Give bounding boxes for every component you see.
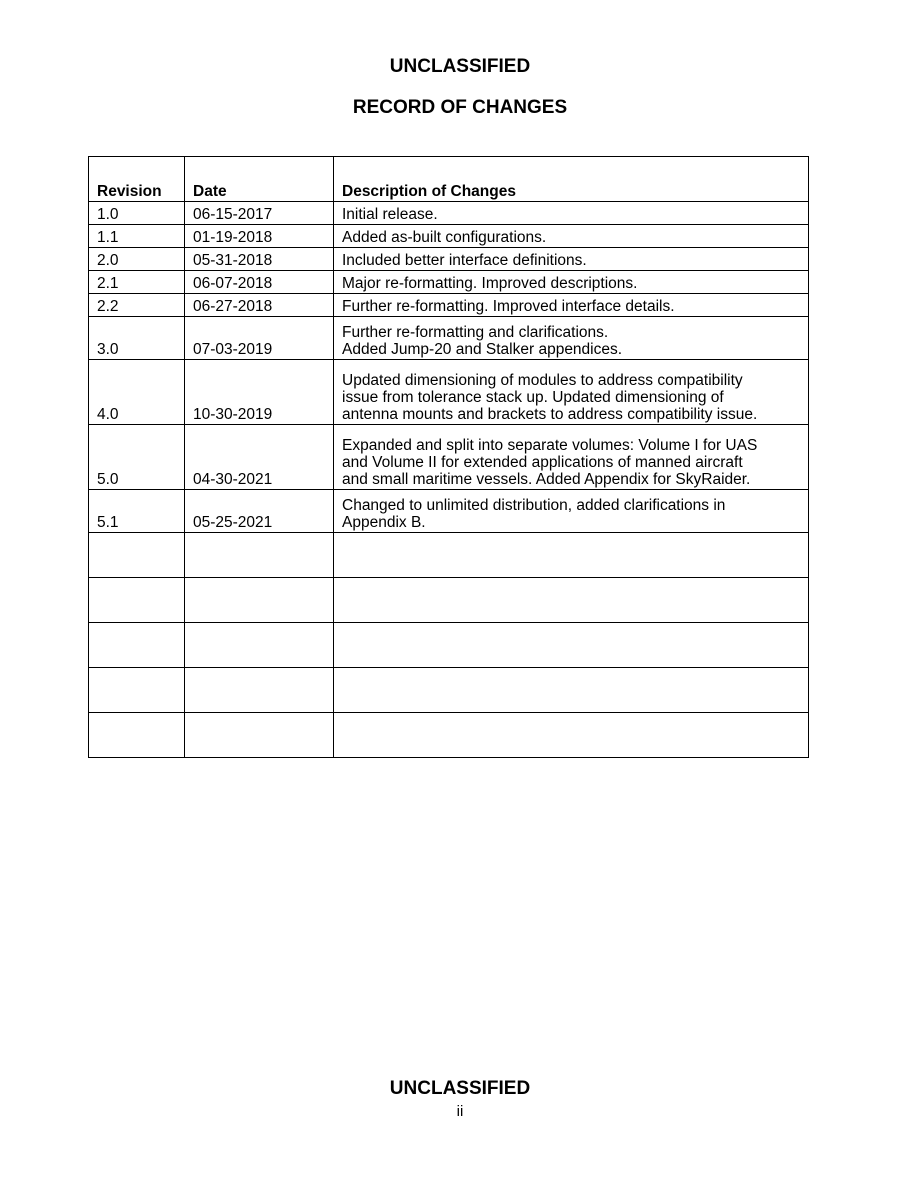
column-header-date: Date	[185, 157, 334, 202]
empty-cell	[334, 713, 809, 758]
description-cell: Included better interface definitions.	[334, 248, 809, 271]
empty-cell	[185, 533, 334, 578]
record-of-changes-table	[88, 156, 809, 758]
page-number: ii	[456, 1103, 464, 1120]
revision-cell: 1.0	[89, 202, 185, 225]
table-header-row	[89, 157, 809, 202]
revision-cell: 2.1	[89, 271, 185, 294]
empty-cell	[334, 668, 809, 713]
date-cell: 05-25-2021	[185, 490, 334, 533]
description-cell: Major re-formatting. Improved descriptions.	[334, 271, 809, 294]
date-cell: 06-07-2018	[185, 271, 334, 294]
empty-cell	[185, 668, 334, 713]
empty-cell	[334, 533, 809, 578]
table-row	[89, 202, 809, 225]
table-row	[89, 271, 809, 294]
date-cell: 01-19-2018	[185, 225, 334, 248]
description-cell: Further re-formatting and clarifications. Added Jump-20 and Stalker appendices.	[334, 317, 809, 360]
date-cell: 05-31-2018	[185, 248, 334, 271]
table-row	[89, 248, 809, 271]
empty-cell	[89, 623, 185, 668]
description-cell: Changed to unlimited distribution, added clarifications in Appendix B.	[334, 490, 809, 533]
date-cell: 06-15-2017	[185, 202, 334, 225]
empty-table-row	[89, 578, 809, 623]
revision-cell: 1.1	[89, 225, 185, 248]
empty-table-row	[89, 668, 809, 713]
revision-cell: 2.0	[89, 248, 185, 271]
date-cell: 07-03-2019	[185, 317, 334, 360]
revision-cell: 4.0	[89, 360, 185, 425]
revision-cell: 5.0	[89, 425, 185, 490]
date-cell: 04-30-2021	[185, 425, 334, 490]
revision-cell: 3.0	[89, 317, 185, 360]
page-title: RECORD OF CHANGES	[352, 97, 568, 118]
empty-cell	[89, 533, 185, 578]
table-row	[89, 294, 809, 317]
description-cell: Expanded and split into separate volumes: Volume I for UAS and Volume II for extended applications of manned aircraft and small maritime vessels. Added Appendix for SkyRaider.	[334, 425, 809, 490]
empty-table-row	[89, 623, 809, 668]
empty-cell	[89, 713, 185, 758]
date-cell: 10-30-2019	[185, 360, 334, 425]
empty-cell	[89, 668, 185, 713]
table-row	[89, 490, 809, 533]
table-row	[89, 360, 809, 425]
empty-table-row	[89, 713, 809, 758]
empty-cell	[185, 578, 334, 623]
table-row	[89, 317, 809, 360]
description-cell: Added as-built configurations.	[334, 225, 809, 248]
column-header-revision: Revision	[89, 157, 185, 202]
empty-cell	[185, 623, 334, 668]
column-header-description: Description of Changes	[334, 157, 809, 202]
empty-cell	[334, 578, 809, 623]
classification-marking-top: UNCLASSIFIED	[389, 56, 531, 77]
description-cell: Further re-formatting. Improved interface details.	[334, 294, 809, 317]
revision-cell: 5.1	[89, 490, 185, 533]
table-row	[89, 225, 809, 248]
description-cell: Updated dimensioning of modules to address compatibility issue from tolerance stack up. Updated dimensioning of antenna mounts and brackets to address compatibility issue.	[334, 360, 809, 425]
empty-table-row	[89, 533, 809, 578]
table-row	[89, 425, 809, 490]
empty-cell	[334, 623, 809, 668]
date-cell: 06-27-2018	[185, 294, 334, 317]
description-cell: Initial release.	[334, 202, 809, 225]
revision-cell: 2.2	[89, 294, 185, 317]
classification-marking-bottom: UNCLASSIFIED	[389, 1078, 531, 1099]
empty-cell	[89, 578, 185, 623]
empty-cell	[185, 713, 334, 758]
